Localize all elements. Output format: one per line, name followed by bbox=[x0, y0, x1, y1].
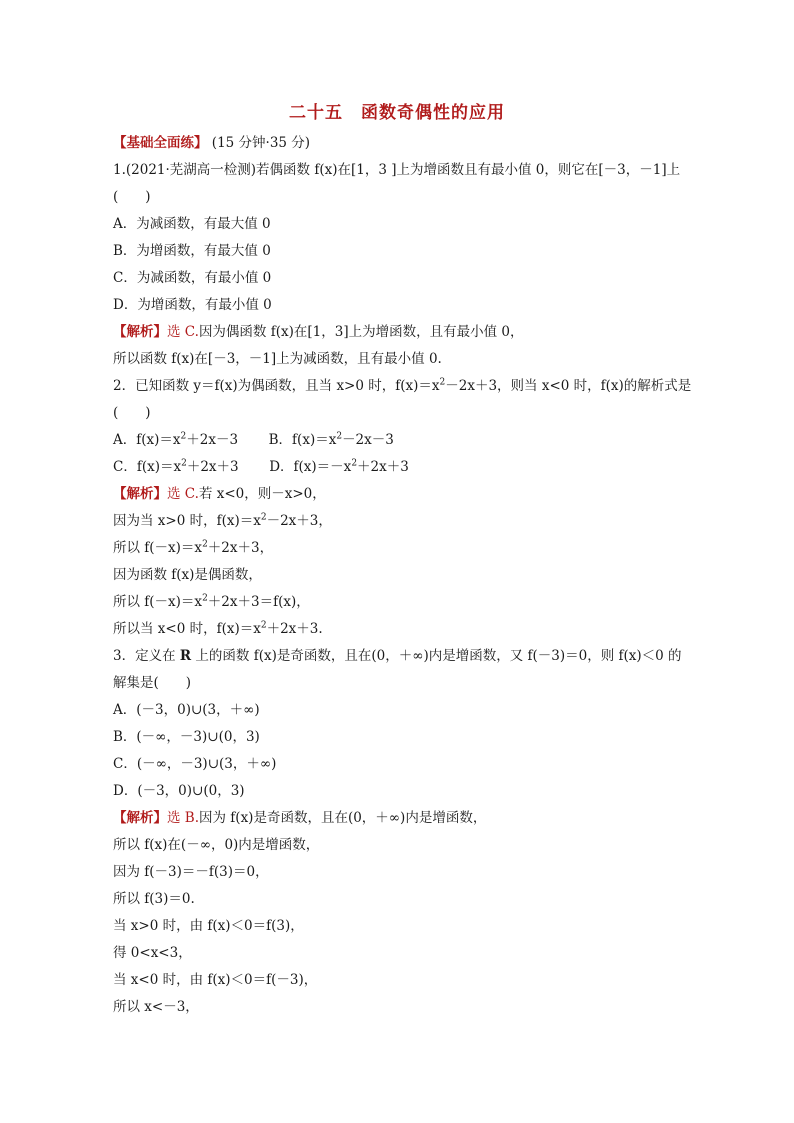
real-set-symbol: R bbox=[179, 648, 192, 664]
option-text: D．f(x)＝－x bbox=[269, 459, 352, 475]
option-text: C．f(x)＝x bbox=[113, 459, 182, 475]
text: 所以 f(－x)＝x bbox=[113, 540, 203, 556]
q1-analysis-line: 所以函数 f(x)在[－3，－1]上为减函数，且有最小值 0. bbox=[113, 351, 442, 367]
superscript: 2 bbox=[180, 431, 187, 442]
text: ＋2x＋3， bbox=[207, 540, 274, 556]
q2-stem-part: －2x＋3，则当 x<0 时，f(x)的解析式是 bbox=[445, 378, 692, 394]
superscript: 2 bbox=[260, 512, 267, 523]
q3-analysis-line: 得 0<x<3， bbox=[113, 945, 192, 961]
option-text: A．f(x)＝x bbox=[113, 432, 181, 448]
q3-option-b: B．(－∞，－3)∪(0，3) bbox=[113, 729, 260, 745]
q1-option-b: B．为增函数，有最大值 0 bbox=[113, 243, 271, 259]
q1-option-c: C．为减函数，有最小值 0 bbox=[113, 270, 272, 286]
q2-analysis-line bbox=[113, 535, 683, 562]
q3-stem bbox=[113, 643, 683, 670]
q3-stem-cont: 解集是( ) bbox=[113, 675, 192, 691]
analysis-choice: 选 C. bbox=[167, 486, 199, 502]
q2-option-c bbox=[113, 459, 239, 475]
superscript: 2 bbox=[336, 431, 343, 442]
section-label: 【基础全面练】 bbox=[113, 135, 208, 151]
q3-option-a: A．(－3，0)∪(3，＋∞) bbox=[113, 702, 260, 718]
q1-option-d: D．为增函数，有最小值 0 bbox=[113, 297, 272, 313]
q2-option-a bbox=[113, 432, 238, 448]
analysis-text: 若 x<0，则－x>0， bbox=[198, 486, 326, 502]
q3-analysis-line: 当 x>0 时，由 f(x)＜0＝f(3)， bbox=[113, 918, 304, 934]
analysis-text: 因为偶函数 f(x)在[1，3]上为增函数，且有最小值 0， bbox=[198, 324, 524, 340]
superscript: 2 bbox=[202, 539, 208, 550]
text: 所以 f(－x)＝x bbox=[113, 594, 203, 610]
q2-analysis bbox=[113, 481, 683, 508]
q2-options-ab bbox=[113, 427, 683, 454]
analysis-label: 【解析】 bbox=[113, 486, 167, 502]
q1-blank: ( ) bbox=[113, 189, 151, 205]
q2-analysis-line bbox=[113, 589, 683, 616]
q2-analysis-line bbox=[113, 616, 683, 643]
text: ＋2x＋3. bbox=[266, 621, 323, 637]
text: 因为当 x>0 时，f(x)＝x bbox=[113, 513, 261, 529]
document-body bbox=[113, 130, 692, 1021]
option-text: ＋2x＋3 bbox=[357, 459, 409, 475]
q2-blank: ( ) bbox=[113, 405, 151, 421]
superscript: 2 bbox=[351, 458, 358, 469]
q3-analysis-line: 所以 x<－3， bbox=[113, 999, 199, 1015]
q3-option-d: D．(－3，0)∪(0，3) bbox=[113, 783, 245, 799]
option-text: B．f(x)＝x bbox=[268, 432, 337, 448]
q3-analysis bbox=[113, 805, 683, 832]
superscript: 2 bbox=[202, 593, 208, 604]
option-text: －2x－3 bbox=[342, 432, 394, 448]
text: ＋2x＋3＝f(x)， bbox=[207, 594, 310, 610]
page-title: 二十五 函数奇偶性的应用 bbox=[289, 103, 505, 123]
q3-analysis-line: 所以 f(x)在(－∞，0)内是增函数， bbox=[113, 837, 320, 853]
section-meta: (15 分钟·35 分) bbox=[211, 135, 311, 151]
analysis-choice: 选 C. bbox=[167, 324, 199, 340]
superscript: 2 bbox=[181, 458, 187, 469]
q2-analysis-line bbox=[113, 508, 683, 535]
superscript: 2 bbox=[260, 620, 267, 631]
q1-analysis bbox=[113, 319, 683, 346]
section-header bbox=[113, 130, 683, 157]
q3-analysis-line: 当 x<0 时，由 f(x)＜0＝f(－3)， bbox=[113, 972, 318, 988]
analysis-label: 【解析】 bbox=[113, 324, 167, 340]
q2-analysis-line: 因为函数 f(x)是偶函数， bbox=[113, 567, 262, 583]
q3-stem-part: 3．定义在 bbox=[113, 648, 180, 664]
q2-option-d bbox=[269, 459, 409, 475]
option-text: ＋2x－3 bbox=[186, 432, 239, 448]
q2-options-cd bbox=[113, 454, 683, 481]
analysis-text: 因为 f(x)是奇函数，且在(0，＋∞)内是增函数， bbox=[199, 810, 487, 826]
q2-stem-part: 2．已知函数 y＝f(x)为偶函数，且当 x>0 时，f(x)＝x bbox=[113, 378, 440, 394]
q2-option-b bbox=[269, 432, 394, 448]
q3-stem-part: 上的函数 f(x)是奇函数，且在(0，＋∞)内是增函数，又 f(－3)＝0，则 f(x)＜0 的 bbox=[191, 648, 682, 664]
q1-option-a: A．为减函数，有最大值 0 bbox=[113, 216, 271, 232]
text: 所以当 x<0 时，f(x)＝x bbox=[113, 621, 261, 637]
q3-option-c: C．(－∞，－3)∪(3，＋∞) bbox=[113, 756, 277, 772]
q1-stem: 1.(2021·芜湖高一检测)若偶函数 f(x)在[1，3 ]上为增函数且有最小值 0，则它在[－3，－1]上 bbox=[113, 162, 681, 178]
analysis-choice: 选 B. bbox=[167, 810, 200, 826]
analysis-label: 【解析】 bbox=[113, 810, 167, 826]
q3-analysis-line: 因为 f(－3)＝－f(3)＝0， bbox=[113, 864, 269, 880]
option-text: ＋2x＋3 bbox=[186, 459, 239, 475]
q2-stem bbox=[113, 373, 692, 400]
text: －2x＋3， bbox=[266, 513, 332, 529]
q3-analysis-line: 所以 f(3)＝0. bbox=[113, 891, 195, 907]
superscript: 2 bbox=[439, 377, 446, 388]
